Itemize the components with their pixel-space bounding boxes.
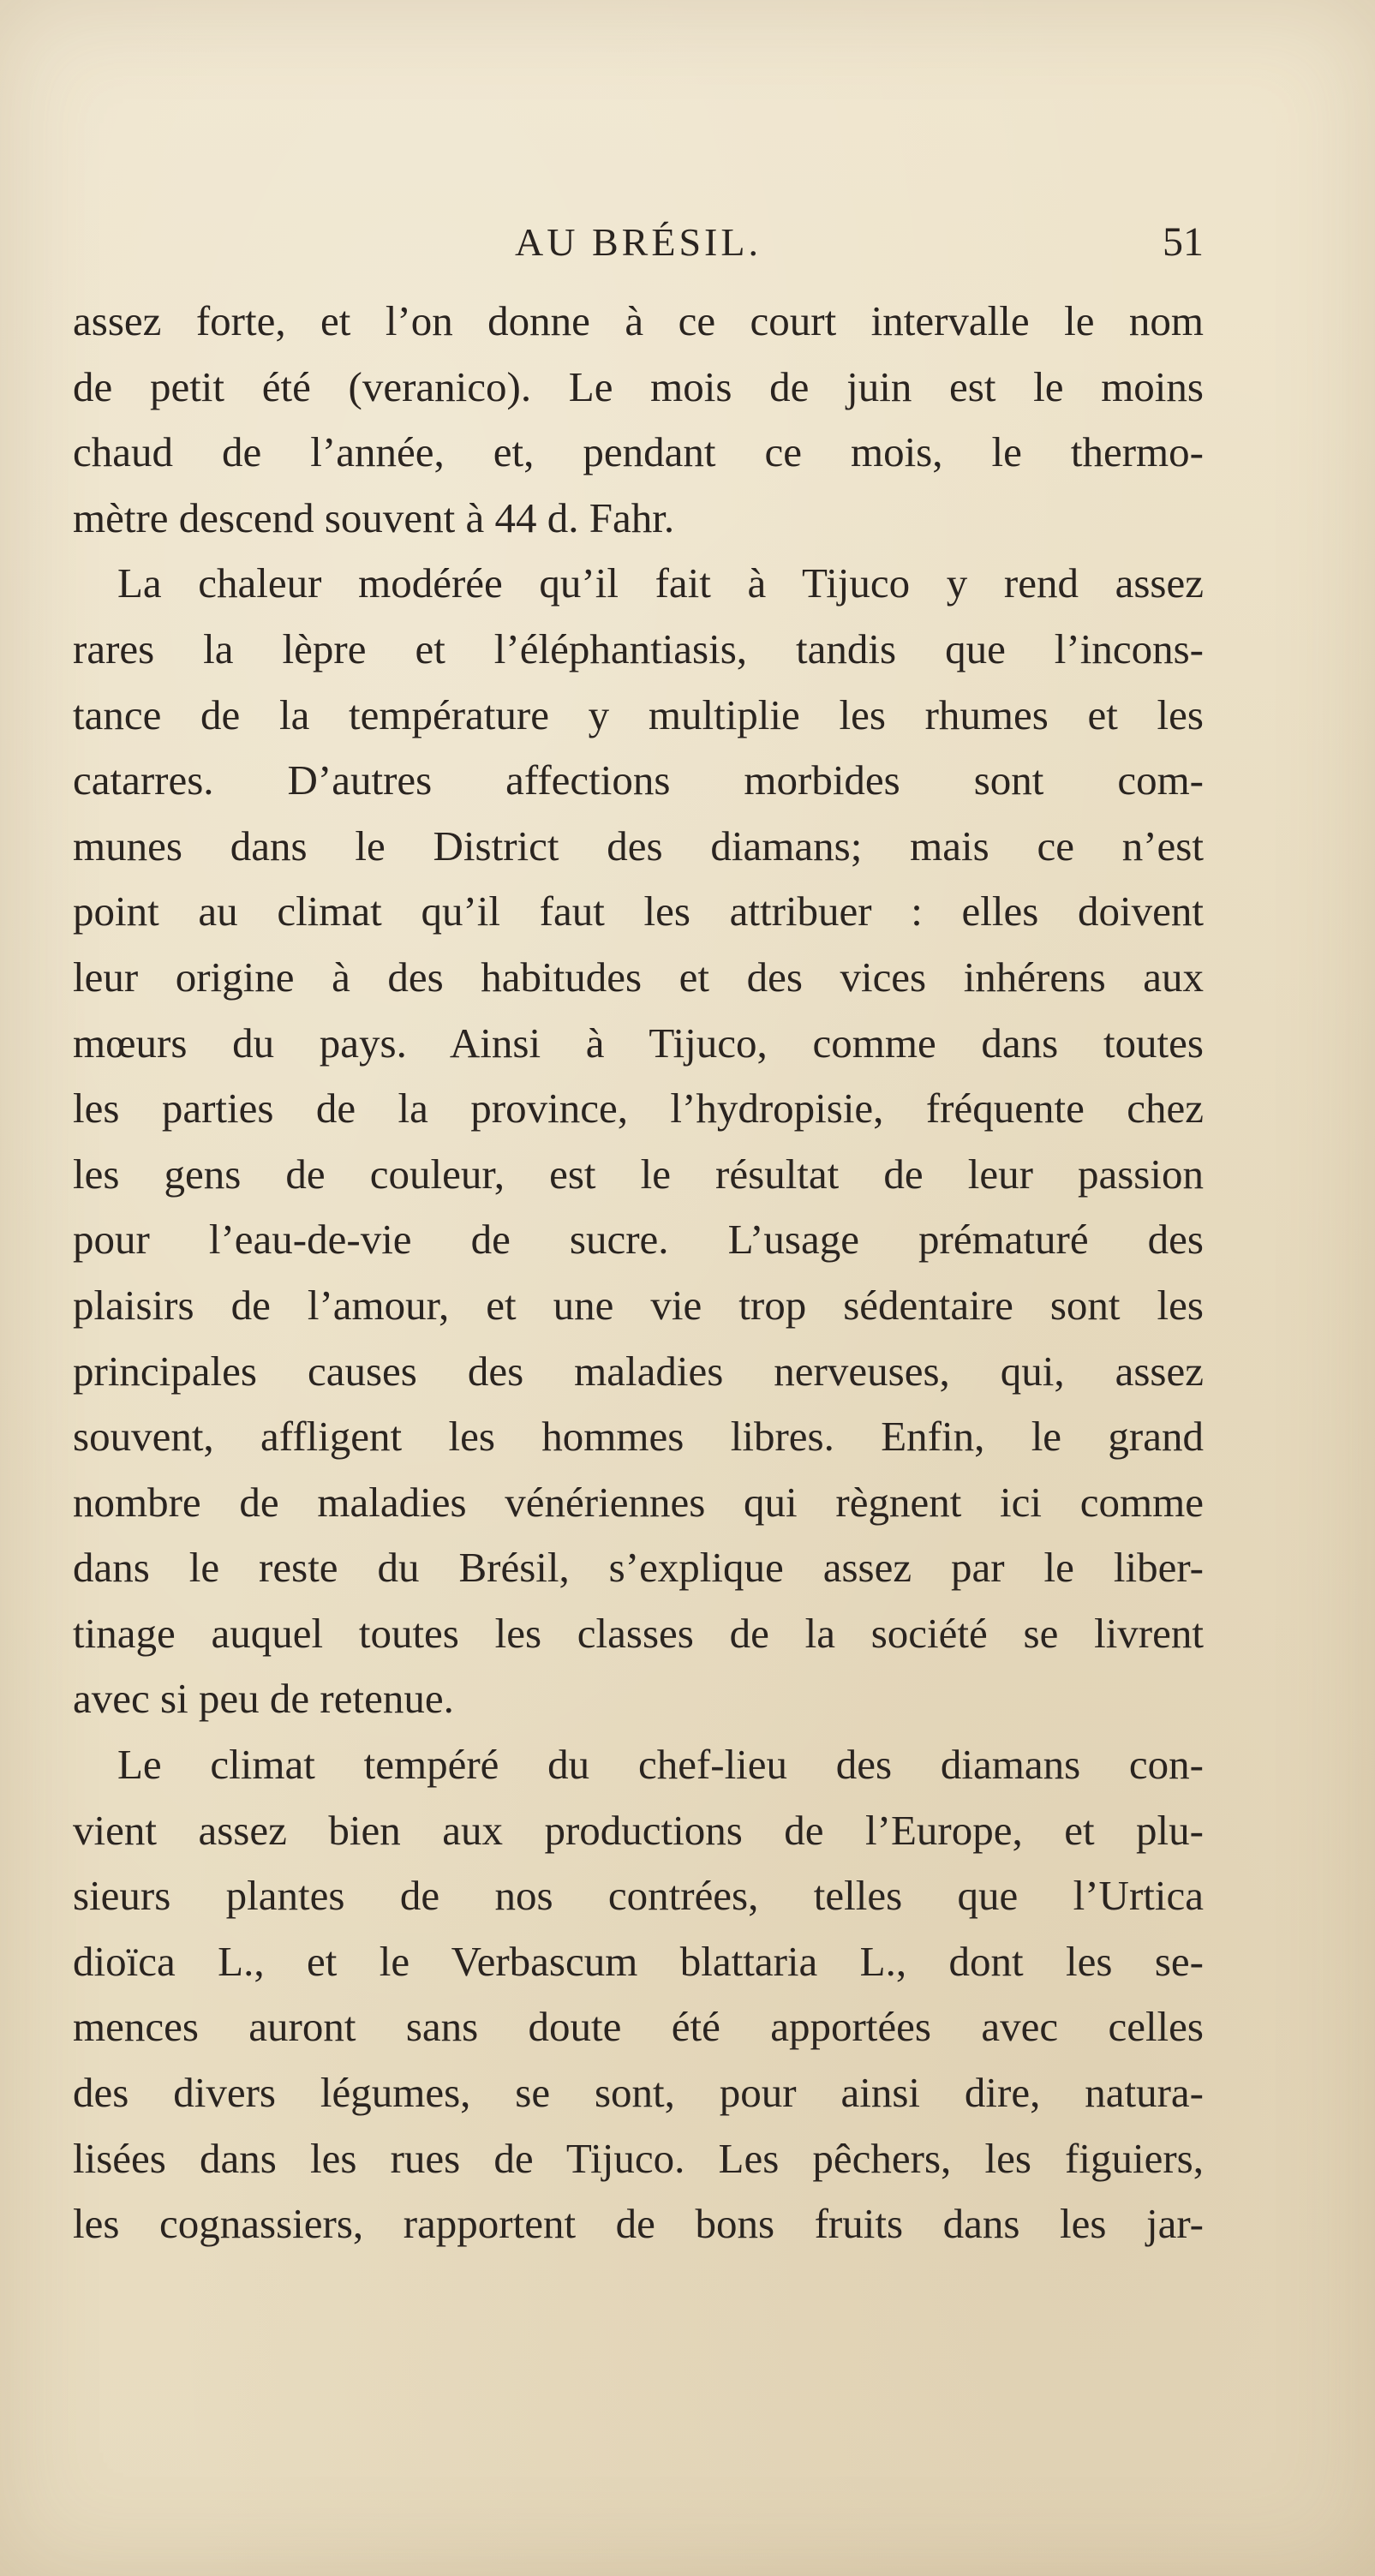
text-line: les cognassiers, rapportent de bons fruits dans les jar- — [73, 2200, 1204, 2248]
text-line: tance de la température y multiplie les rhumes et les — [73, 690, 1204, 738]
text-line: vient assez bien aux productions de l’Europe, et plu- — [73, 1806, 1204, 1854]
text-line: mences auront sans doute été apportées avec celles — [73, 2003, 1204, 2051]
text-line: point au climat qu’il faut les attribuer : elles doivent — [73, 888, 1204, 935]
text-line: La chaleur modérée qu’il fait à Tijuco y rend assez — [117, 559, 1204, 607]
text-line: tinage auquel toutes les classes de la société se livrent — [73, 1609, 1204, 1657]
text-line: pour l’eau-de-vie de sucre. L’usage prématuré des — [73, 1216, 1204, 1264]
text-line: des divers légumes, se sont, pour ainsi dire, natura- — [73, 2069, 1204, 2117]
text-line: souvent, affligent les hommes libres. Enfin, le grand — [73, 1413, 1204, 1461]
text-line: leur origine à des habitudes et des vices inhérens aux — [73, 953, 1204, 1001]
text-line: dioïca L., et le Verbascum blattaria L., dont les se- — [73, 1937, 1204, 1985]
text-line: mètre descend souvent à 44 d. Fahr. — [73, 493, 675, 541]
text-line: assez forte, et l’on donne à ce court intervalle le nom — [73, 297, 1204, 344]
text-line: dans le reste du Brésil, s’explique assez par le liber- — [73, 1544, 1204, 1592]
page-number: 51 — [1163, 219, 1204, 265]
text-line: nombre de maladies vénériennes qui règnent ici comme — [73, 1478, 1204, 1526]
text-line: mœurs du pays. Ainsi à Tijuco, comme dans toutes — [73, 1019, 1204, 1067]
body-text — [73, 289, 1204, 2257]
text-line: les gens de couleur, est le résultat de leur passion — [73, 1150, 1204, 1198]
text-line: les parties de la province, l’hydropisie, fréquente chez — [73, 1085, 1204, 1133]
text-line: Le climat tempéré du chef-lieu des diamans con- — [117, 1741, 1204, 1789]
running-title: AU BRÉSIL. — [515, 220, 762, 264]
text-line: sieurs plantes de nos contrées, telles que l’Urtica — [73, 1872, 1204, 1920]
text-line: de petit été (veranico). Le mois de juin est le moins — [73, 362, 1204, 410]
text-line: avec si peu de retenue. — [73, 1675, 454, 1723]
text-line: catarres. D’autres affections morbides sont com- — [73, 756, 1204, 804]
text-line: rares la lèpre et l’éléphantiasis, tandis que l’incons- — [73, 625, 1204, 672]
text-line: principales causes des maladies nerveuses, qui, assez — [73, 1347, 1204, 1395]
text-line: plaisirs de l’amour, et une vie trop sédentaire sont les — [73, 1281, 1204, 1329]
text-line: munes dans le District des diamans; mais ce n’est — [73, 822, 1204, 870]
text-line: chaud de l’année, et, pendant ce mois, le thermo- — [73, 428, 1204, 476]
text-line: lisées dans les rues de Tijuco. Les pêchers, les figuiers, — [73, 2134, 1204, 2182]
page-header — [73, 212, 1204, 272]
